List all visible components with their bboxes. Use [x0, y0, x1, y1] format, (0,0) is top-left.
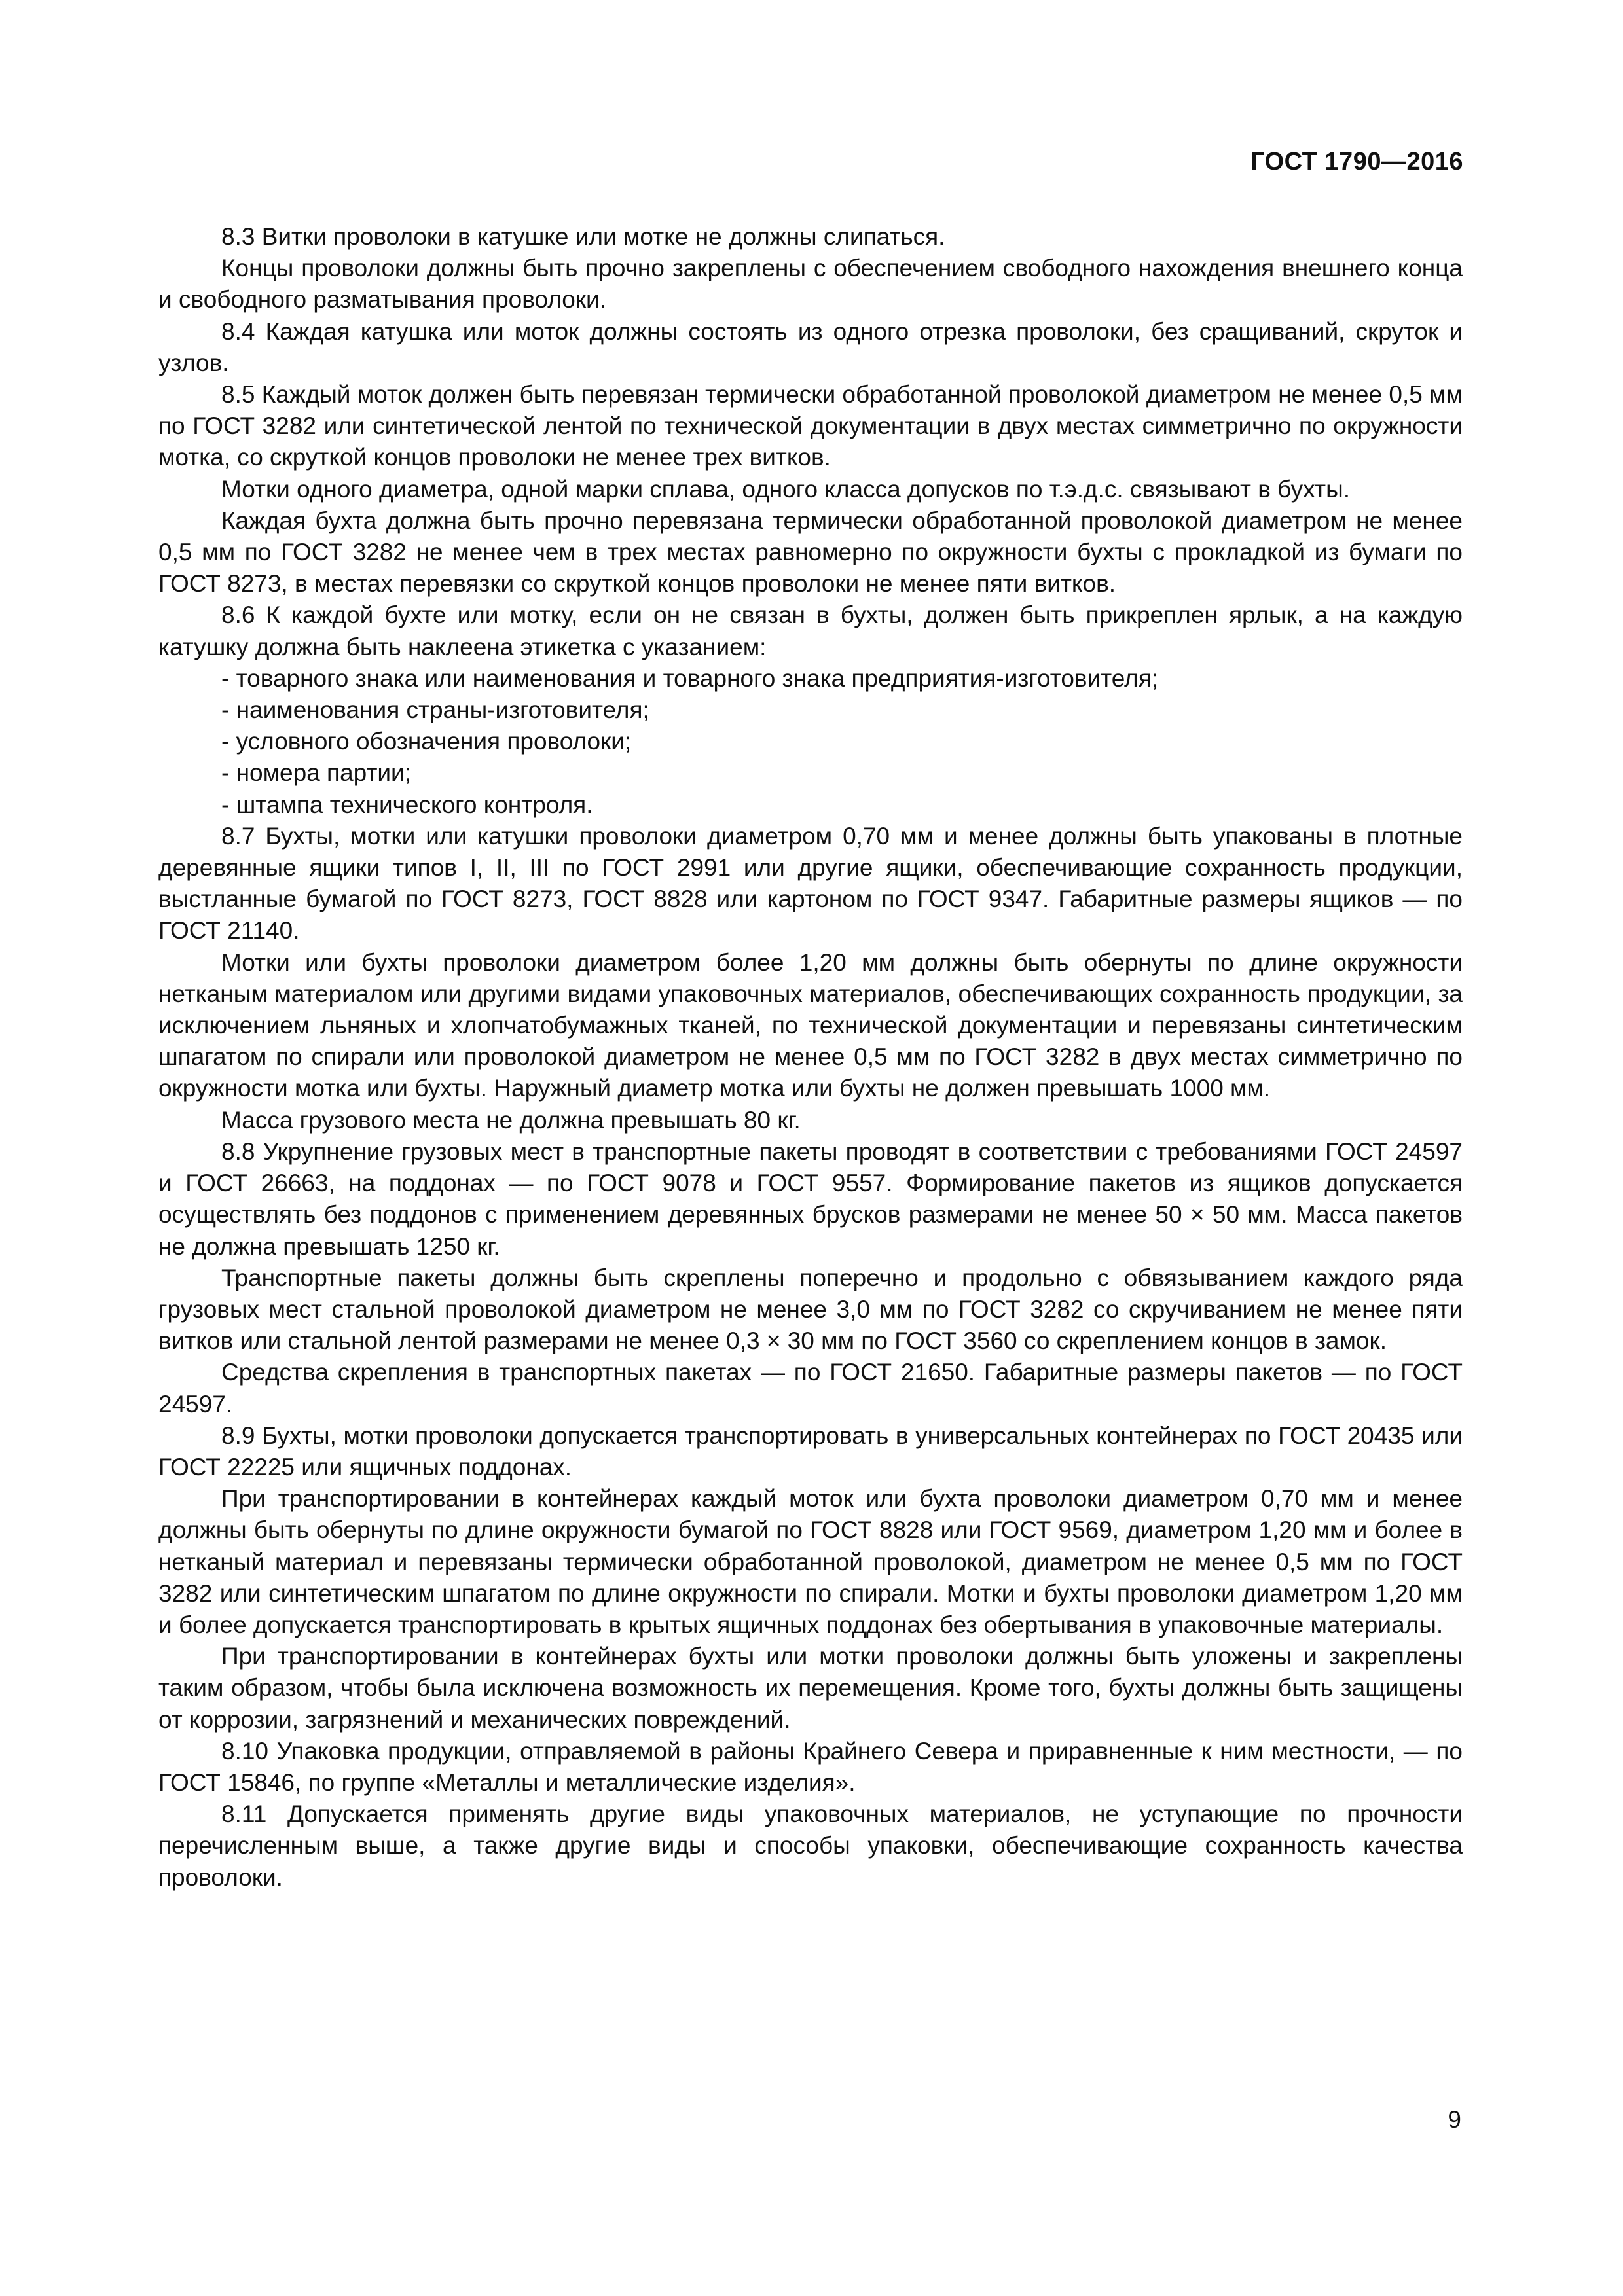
paragraph-8-8: 8.8 Укрупнение грузовых мест в транспортные пакеты проводят в соответствии с требованиями ГОСТ 24597 и ГОСТ 26663, на поддонах — по ГОСТ 9078 и ГОСТ 9557. Формирование пакетов из ящиков допускается осуществлять без поддонов с применением деревянных брусков размерами не менее 50 × 50 мм. Масса пакетов не должна превышать 1250 кг. — [158, 1138, 1463, 1260]
paragraph-large-diameter: Мотки или бухты проволоки диаметром более 1,20 мм должны быть обернуты по длине окружности нетканым материалом или другими видами упаковочных материалов, обеспечивающих сохранность продукции, за исключением льняных и хлопчатобумажных тканей, по технической документации и перевязаны синтетическим шпагатом по спирали или проволокой диаметром не менее 0,5 мм по ГОСТ 3282 в двух местах симметрично по окружности мотка или бухты. Наружный диаметр мотка или бухты не должен превышать 1000 мм. — [158, 948, 1463, 1102]
list-item: - условного обозначения проволоки; — [221, 728, 632, 755]
paragraph-8-7: 8.7 Бухты, мотки или катушки проволоки диаметром 0,70 мм и менее должны быть упакованы в плотные деревянные ящики типов I, II, III по ГОСТ 2991 или другие ящики, обеспечивающие сохранность продукции, выстланные бумагой по ГОСТ 8273, ГОСТ 8828 или картоном по ГОСТ 9347. Габаритные размеры ящиков — по ГОСТ 21140. — [158, 822, 1463, 944]
paragraph-fastening-means: Средства скрепления в транспортных пакетах — по ГОСТ 21650. Габаритные размеры пакетов — по ГОСТ 24597. — [158, 1359, 1463, 1418]
paragraph-8-3: 8.3 Витки проволоки в катушке или мотке не должны слипаться. — [221, 223, 945, 250]
paragraph-weight-limit: Масса грузового места не должна превышать 80 кг. — [221, 1106, 801, 1134]
paragraph-bundle-tie: Каждая бухта должна быть прочно перевязана термически обработанной проволокой диаметром не менее 0,5 мм по ГОСТ 3282 не менее чем в трех местах равномерно по окружности бухты с прокладкой из бумаги по ГОСТ 8273, в местах перевязки со скруткой концов проволоки не менее пяти витков. — [158, 507, 1463, 598]
paragraph-8-4: 8.4 Каждая катушка или моток должны состоять из одного отрезка проволоки, без сращиваний, скруток и узлов. — [158, 317, 1463, 376]
paragraph-bundles: Мотки одного диаметра, одной марки сплава, одного класса допусков по т.э.д.с. связывают в бухты. — [221, 475, 1350, 503]
paragraph-8-9: 8.9 Бухты, мотки проволоки допускается транспортировать в универсальных контейнерах по ГОСТ 20435 или ГОСТ 22225 или ящичных поддонах. — [158, 1422, 1463, 1480]
paragraph-transport-packages: Транспортные пакеты должны быть скреплены поперечно и продольно с обвязыванием каждого ряда грузовых мест стальной проволокой диаметром не менее 3,0 мм по ГОСТ 3282 со скручиванием не менее пяти витков или стальной лентой размерами не менее 0,3 × 30 мм по ГОСТ 3560 со скреплением концов в замок. — [158, 1264, 1463, 1355]
list-item: - товарного знака или наименования и товарного знака предприятия-изготовителя; — [221, 664, 1159, 692]
paragraph-8-10: 8.10 Упаковка продукции, отправляемой в районы Крайнего Севера и приравненные к ним местности, — по ГОСТ 15846, по группе «Металлы и металлические изделия». — [158, 1737, 1463, 1796]
list-item: - номера партии; — [221, 759, 412, 787]
paragraph-wire-ends: Концы проволоки должны быть прочно закреплены с обеспечением свободного нахождения внешнего конца и свободного разматывания проволоки. — [158, 255, 1463, 314]
paragraph-container-securing: При транспортировании в контейнерах бухты или мотки проволоки должны быть уложены и закреплены таким образом, чтобы была исключена возможность их перемещения. Кроме того, бухты должны быть защищены от коррозии, загрязнений и механических повреждений. — [158, 1643, 1463, 1733]
standard-header: ГОСТ 1790—2016 — [1250, 148, 1463, 175]
paragraph-8-5: 8.5 Каждый моток должен быть перевязан термически обработанной проволокой диаметром не менее 0,5 мм по ГОСТ 3282 или синтетической лентой по технической документации в двух местах симметрично по окружности мотка, со скруткой концов проволоки не менее трех витков. — [158, 381, 1463, 471]
paragraph-8-11: 8.11 Допускается применять другие виды упаковочных материалов, не уступающие по прочности перечисленным выше, а также другие виды и способы упаковки, обеспечивающие сохранность качества проволоки. — [158, 1801, 1463, 1891]
paragraph-8-6: 8.6 К каждой бухте или мотку, если он не связан в бухты, должен быть прикреплен ярлык, а на каждую катушку должна быть наклеена этикетка с указанием: — [158, 601, 1463, 660]
list-item: - наименования страны-изготовителя; — [221, 696, 649, 724]
document-body — [158, 221, 1463, 1893]
paragraph-container-wrapping: При транспортировании в контейнерах каждый моток или бухта проволоки диаметром 0,70 мм и менее должны быть обернуты по длине окружности бумагой по ГОСТ 8828 или ГОСТ 9569, диаметром 1,20 мм и более в нетканый материал и перевязаны термически обработанной проволокой, диаметром не менее 0,5 мм по ГОСТ 3282 или синтетическим шпагатом по длине окружности по спирали. Мотки и бухты проволоки диаметром 1,20 мм и более допускается транспортировать в крытых ящичных поддонах без обертывания в упаковочные материалы. — [158, 1485, 1463, 1638]
list-item: - штампа технического контроля. — [221, 791, 593, 818]
page-number: 9 — [1448, 2106, 1461, 2133]
